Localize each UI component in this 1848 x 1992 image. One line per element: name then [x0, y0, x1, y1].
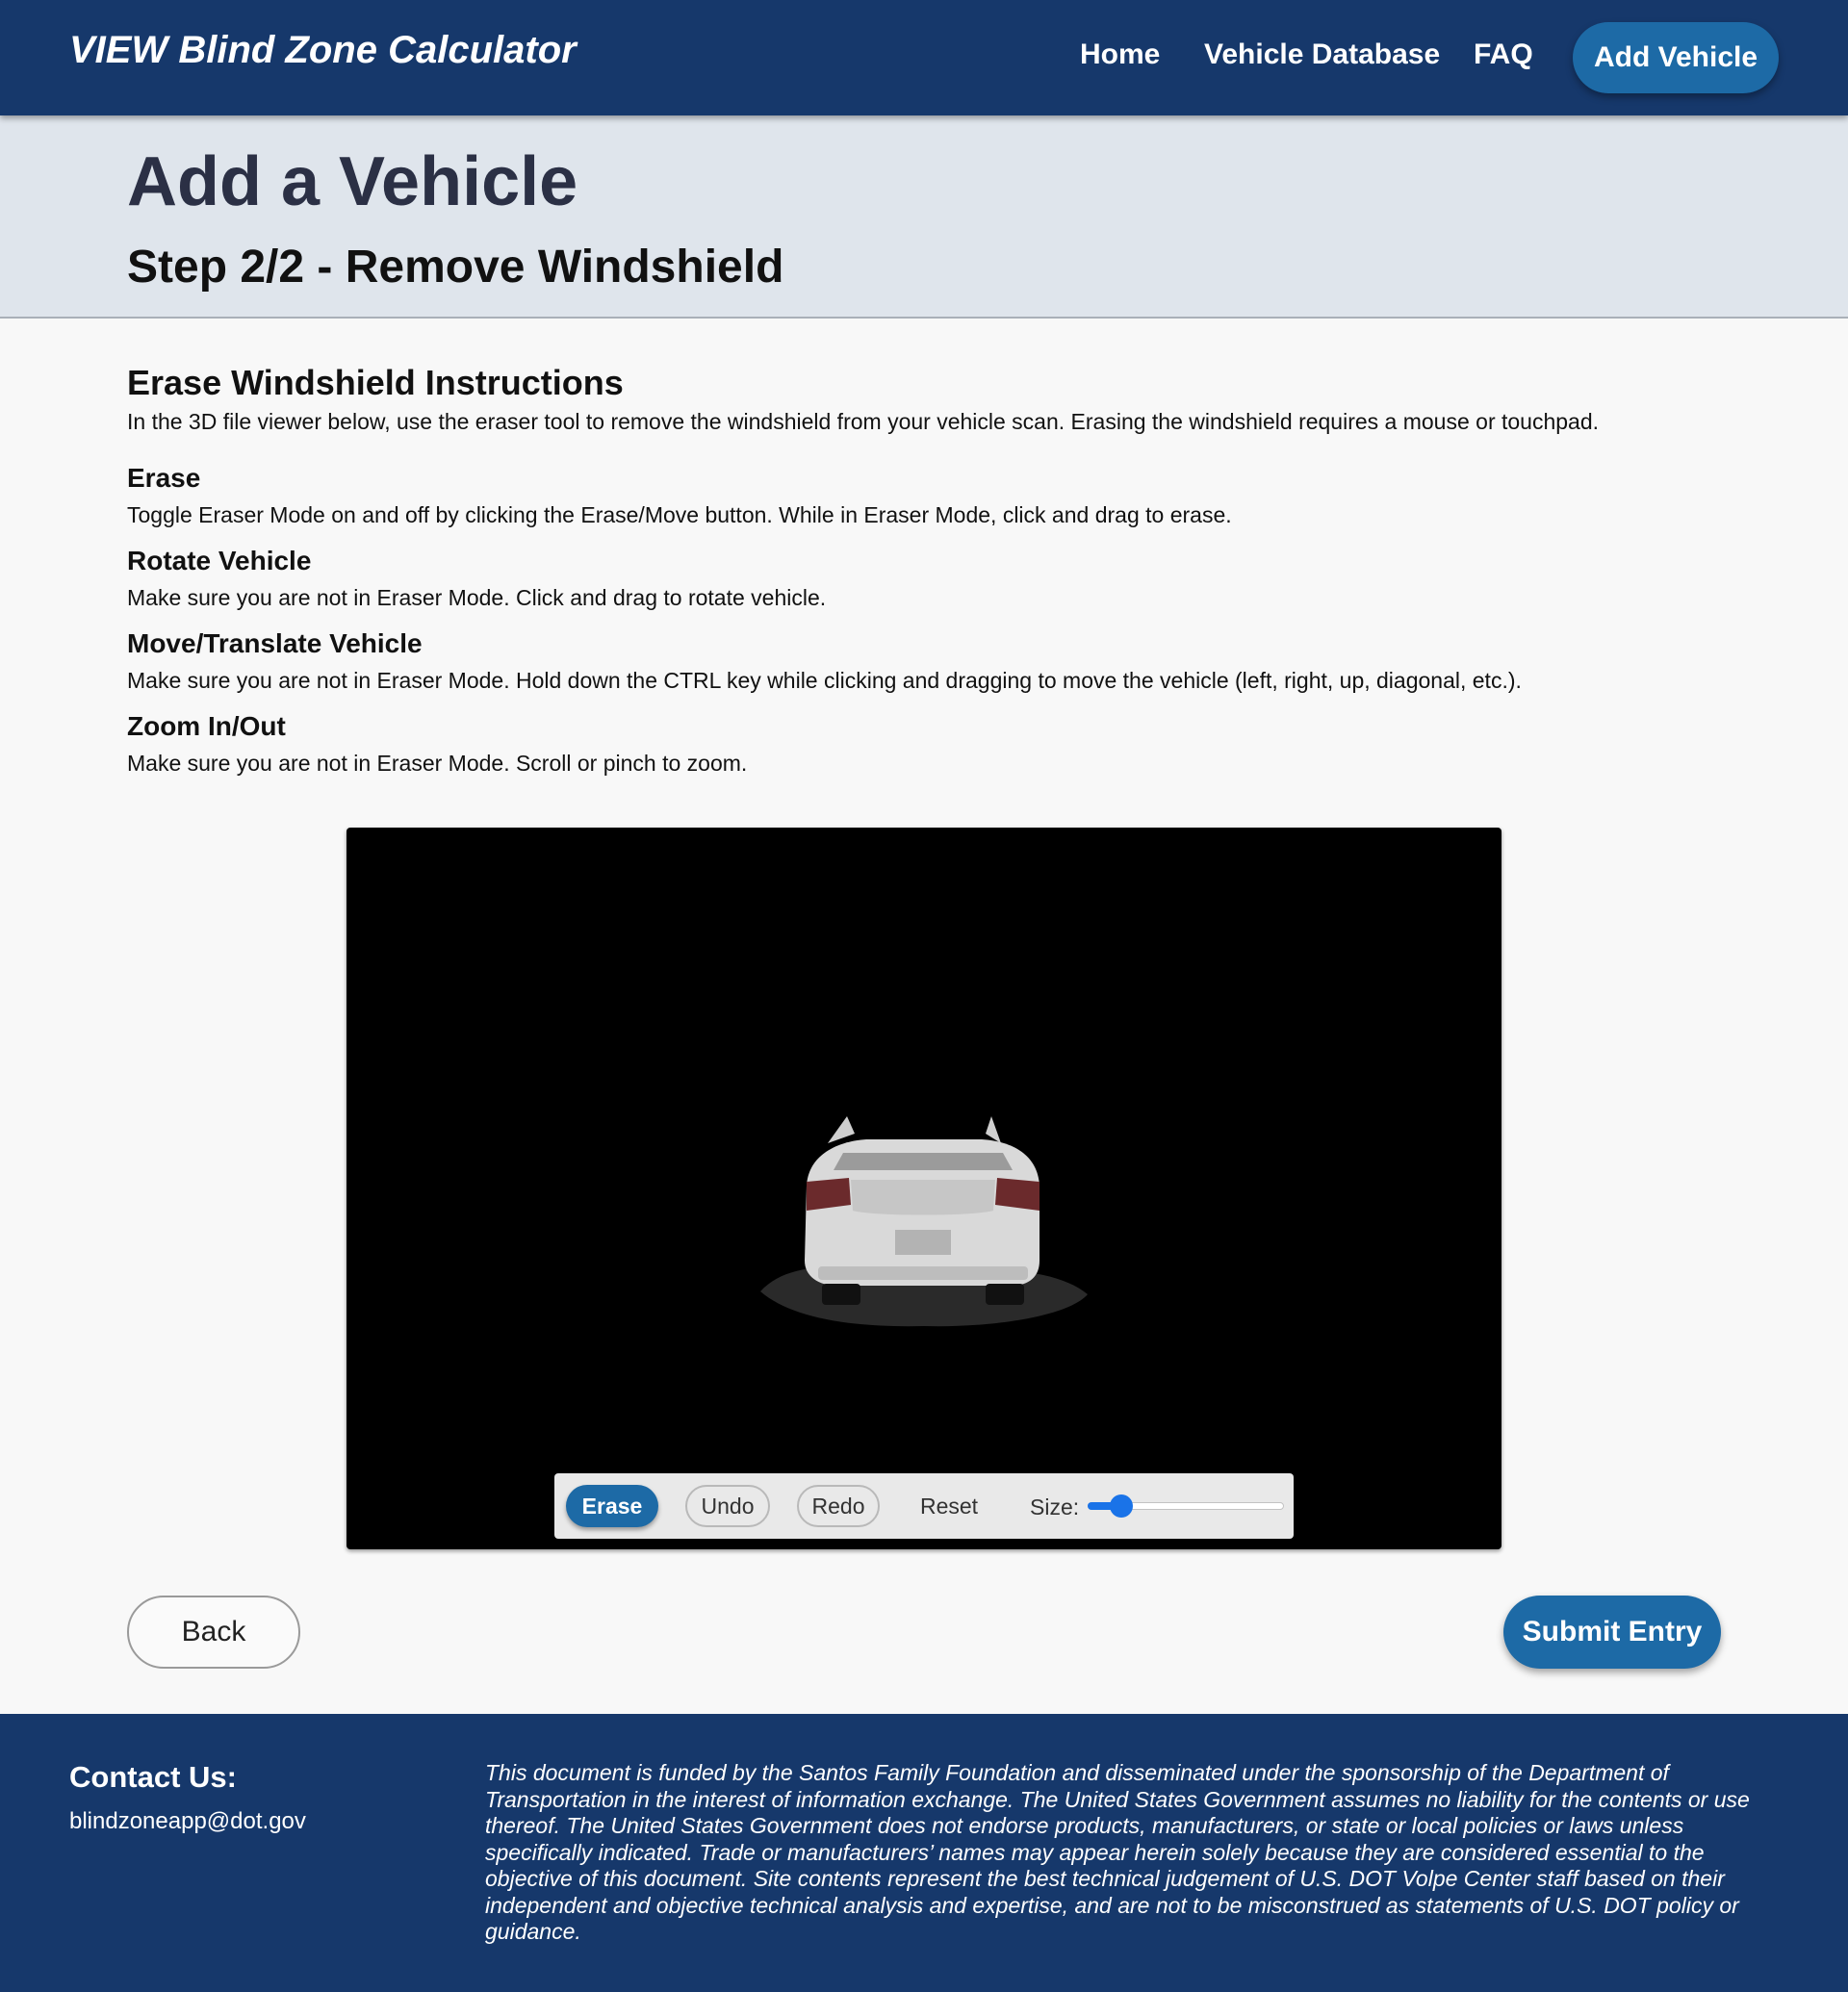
zoom-section-text: Make sure you are not in Eraser Mode. Scroll or pinch to zoom.: [127, 751, 748, 776]
erase-button[interactable]: Erase: [566, 1485, 658, 1527]
eraser-size-slider[interactable]: [1088, 1494, 1284, 1518]
nav-home-link[interactable]: Home: [1080, 38, 1161, 70]
move-section-title: Move/Translate Vehicle: [127, 628, 423, 658]
rear-window: [834, 1153, 1013, 1170]
step-subtitle: Step 2/2 - Remove Windshield: [127, 242, 784, 293]
rear-bumper: [818, 1266, 1028, 1280]
erase-section-title: Erase: [127, 463, 201, 493]
roof-remnant-right: [986, 1116, 1001, 1143]
funding-disclaimer: This document is funded by the Santos Family Foundation and disseminated under the sponsorship of the Department of Transportation in the interest of information exchange. The United States Government assumes no liability for the contents or use thereof. The United States Government does not endorse products, manufacturers, or state or local policies or laws unless specifically indicated. Trade or manufacturers’ names may appear herein solely because they are considered essential to the objective of this document. Site contents represent the best technical judgement of U.S. DOT Volpe Center staff based on their independent and objective technical analysis and expertise, and are not to be misconstrued as statements of U.S. DOT policy or guidance.: [485, 1760, 1750, 1944]
trunk-lid: [851, 1180, 995, 1215]
site-brand[interactable]: VIEW Blind Zone Calculator: [69, 29, 577, 71]
zoom-section-title: Zoom In/Out: [127, 711, 286, 741]
slider-thumb[interactable]: [1110, 1494, 1133, 1518]
size-label: Size:: [1030, 1494, 1080, 1520]
tire-left: [822, 1284, 860, 1305]
contact-title: Contact Us:: [69, 1760, 237, 1794]
tire-right: [986, 1284, 1024, 1305]
viewer-toolbar: [554, 1473, 1294, 1539]
instructions-intro: In the 3D file viewer below, use the eraser tool to remove the windshield from your vehicle scan. Erasing the windshield requires a mouse or touchpad.: [127, 409, 1600, 434]
3d-viewer-canvas[interactable]: [346, 828, 1502, 1549]
nav-faq-link[interactable]: FAQ: [1474, 38, 1533, 70]
instructions-heading: Erase Windshield Instructions: [127, 363, 624, 402]
submit-entry-button[interactable]: Submit Entry: [1503, 1596, 1721, 1669]
rotate-section-title: Rotate Vehicle: [127, 546, 312, 575]
title-band: [0, 115, 1848, 319]
rotate-section-text: Make sure you are not in Eraser Mode. Click and drag to rotate vehicle.: [127, 585, 827, 610]
erase-section-text: Toggle Eraser Mode on and off by clicking the Erase/Move button. While in Eraser Mode, click and drag to erase.: [127, 502, 1232, 527]
nav-add-vehicle-button[interactable]: Add Vehicle: [1573, 22, 1779, 93]
nav-vehicle-database-link[interactable]: Vehicle Database: [1204, 38, 1441, 70]
page-title: Add a Vehicle: [127, 143, 578, 220]
site-footer: [0, 1714, 1848, 1992]
back-button[interactable]: Back: [127, 1596, 300, 1669]
redo-button[interactable]: Redo: [797, 1485, 880, 1527]
move-section-text: Make sure you are not in Eraser Mode. Hold down the CTRL key while clicking and dragging to move the vehicle (left, right, up, diagonal, etc.).: [127, 668, 1522, 693]
undo-button[interactable]: Undo: [685, 1485, 770, 1527]
vehicle-scan-model[interactable]: [751, 1097, 1097, 1357]
contact-email-link[interactable]: blindzoneapp@dot.gov: [69, 1808, 306, 1834]
site-header: [0, 0, 1848, 115]
reset-button[interactable]: Reset: [919, 1493, 979, 1519]
roof-remnant-left: [828, 1116, 855, 1143]
license-plate: [895, 1230, 951, 1255]
